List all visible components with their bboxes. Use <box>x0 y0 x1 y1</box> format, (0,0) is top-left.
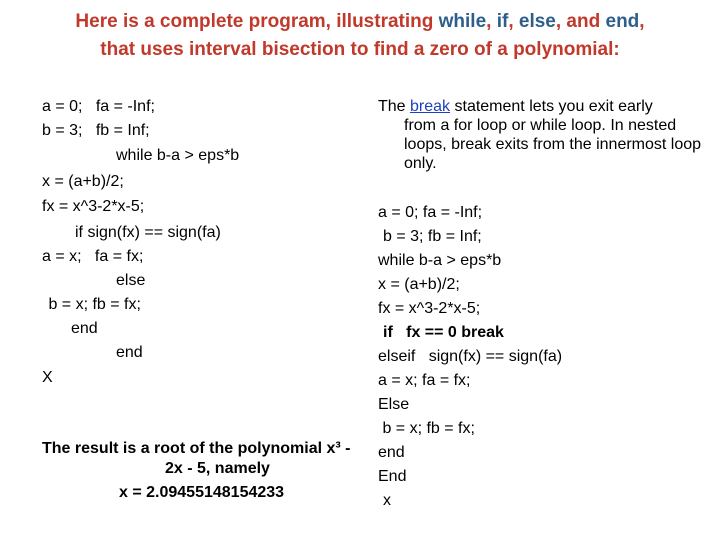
right-code-line: fx = x^3-2*x-5; <box>378 300 481 317</box>
note-text: statement lets you exit early <box>450 98 653 115</box>
right-code-line: b = x; fb = fx; <box>378 420 475 437</box>
left-code-line: fx = x^3-2*x-5; <box>42 198 145 215</box>
right-code-line: b = 3; fb = Inf; <box>383 228 482 245</box>
break-link[interactable]: break <box>410 98 451 115</box>
left-code-line: else <box>116 272 146 289</box>
left-code-line: while b-a > eps*b <box>116 147 240 164</box>
title-separator: , and <box>555 11 606 32</box>
left-code-line: X <box>42 369 53 386</box>
right-code-line: End <box>378 468 407 485</box>
right-code-line: a = 0; fa = -Inf; <box>378 204 483 221</box>
title-separator: , <box>508 11 519 32</box>
left-code-line: end <box>71 320 98 337</box>
title-keyword-else: else <box>518 11 556 32</box>
title-keyword-if: if <box>496 11 509 32</box>
right-code-line: x <box>383 492 391 509</box>
right-code-line: a = x; fa = fx; <box>378 372 471 389</box>
result-line: 2x - 5, namely <box>165 460 270 477</box>
left-code-line: a = x; fa = fx; <box>42 248 144 265</box>
note-text: The <box>378 98 411 115</box>
title-text: Here is a complete program, illustrating <box>75 11 439 32</box>
left-code-line: x = (a+b)/2; <box>42 173 124 190</box>
right-code-line: Else <box>378 396 410 413</box>
slide-title <box>0 8 720 64</box>
left-code-line: b = x; fb = fx; <box>44 296 141 313</box>
left-code-line: if sign(fx) == sign(fa) <box>75 224 221 241</box>
break-note <box>378 97 708 173</box>
result-line: The result is a root of the polynomial x³ - <box>42 440 351 457</box>
left-code-line: end <box>116 344 143 361</box>
right-code-line: end <box>378 444 405 461</box>
title-keyword-while: while <box>438 11 487 32</box>
right-code-line: while b-a > eps*b <box>378 252 502 269</box>
title-separator: , <box>486 11 497 32</box>
title-line-2: that uses interval bisection to find a zero of a polynomial: <box>100 39 620 60</box>
left-code-line: b = 3; fb = Inf; <box>42 122 150 139</box>
title-keyword-end: end <box>605 11 640 32</box>
title-text: , <box>639 11 645 32</box>
left-code-line: a = 0; fa = -Inf; <box>42 98 155 115</box>
note-text: from a for loop or while loop. In nested loops, break exits from the innermost loop only. <box>404 117 702 172</box>
right-code-line: if fx == 0 break <box>383 324 504 341</box>
right-code-line: elseif sign(fx) == sign(fa) <box>378 348 563 365</box>
title-line-1 <box>0 8 720 36</box>
result-value: x = 2.09455148154233 <box>119 484 285 501</box>
right-code-line: x = (a+b)/2; <box>378 276 460 293</box>
